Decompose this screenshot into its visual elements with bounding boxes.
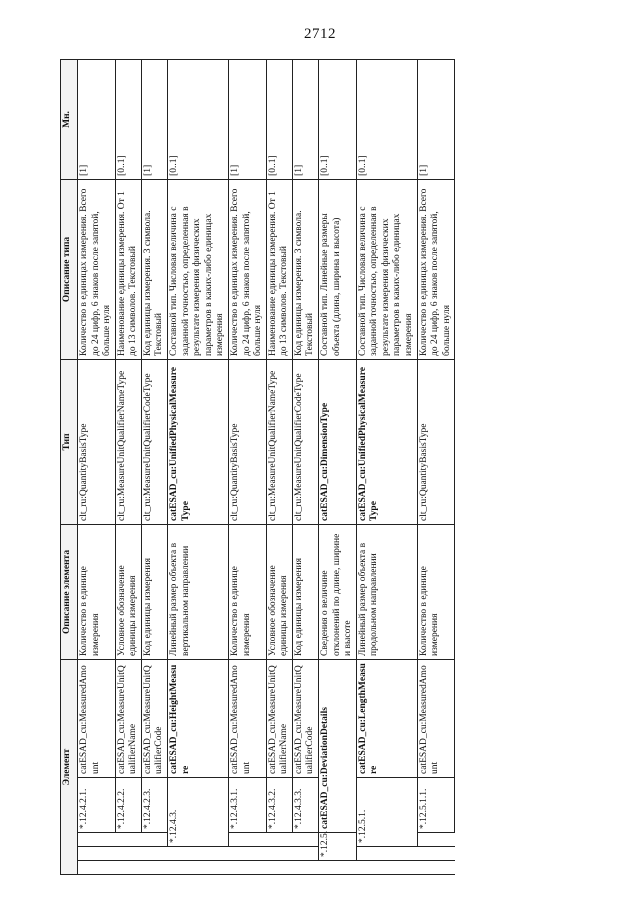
type-description: Количество в единицах измерения. Всего до 24 цифр, 6 знаков после запятой, больше нуля <box>78 179 116 359</box>
row-number: *.12.4.2.1. <box>78 778 116 833</box>
element-type: clt_ru:QuantityBasisType <box>417 359 455 524</box>
header-element-description: Описание элемента <box>61 524 78 659</box>
table-row <box>168 59 229 874</box>
element-description: Условное обозначение единицы измерения <box>266 524 292 659</box>
rotated-table-container <box>60 60 620 875</box>
element-name: catESAD_cu:MeasureUnitQualifierCode <box>292 659 318 777</box>
element-type: catESAD_cu:UnifiedPhysicalMeasureType <box>168 359 229 524</box>
type-description: Код единицы измерения. 3 символа. Текстовый <box>292 179 318 359</box>
row-number: *.12.4.3.1. <box>228 778 266 833</box>
element-description: Линейный размер объекта в вертикальном направлении <box>168 524 229 659</box>
element-type: catESAD_cu:DimensionType <box>318 359 356 524</box>
type-description: Код единицы измерения. 3 символа. Текстовый <box>141 179 167 359</box>
element-name: catESAD_cu:HeightMeasure <box>168 659 229 777</box>
row-number: *.12.4.3.3. <box>292 778 318 833</box>
element-name: catESAD_cu:MeasuredAmount <box>228 659 266 777</box>
multiplicity: [1] <box>417 59 455 179</box>
header-type-description: Описание типа <box>61 179 78 359</box>
element-description: Код единицы измерения <box>141 524 167 659</box>
element-type: clt_ru:MeasureUnitQualifierNameType <box>266 359 292 524</box>
header-type: Тип <box>61 359 78 524</box>
type-description: Составной тип. Числовая величина с заданной точностью, определенная в результате измерения физических параметров в каких-либо единицах измерения <box>168 179 229 359</box>
page-number: 2712 <box>304 26 336 42</box>
type-description: Количество в единицах измерения. Всего до 24 цифр, 6 знаков после запятой, больше нуля <box>228 179 266 359</box>
table-row <box>78 59 116 874</box>
schema-table <box>60 59 455 875</box>
multiplicity: [1] <box>78 59 116 179</box>
element-name: catESAD_cu:MeasureUnitQualifierCode <box>141 659 167 777</box>
element-name: catESAD_cu:MeasuredAmount <box>78 659 116 777</box>
table-row <box>292 59 318 874</box>
table-row <box>417 59 455 874</box>
row-number: *.12.4.3.2. <box>266 778 292 833</box>
element-description: Код единицы измерения <box>292 524 318 659</box>
multiplicity: [0..1] <box>266 59 292 179</box>
element-type: clt_ru:QuantityBasisType <box>228 359 266 524</box>
row-number: *.12.4.3. <box>168 778 229 847</box>
multiplicity: [1] <box>141 59 167 179</box>
element-name: catESAD_cu:DeviationDetails <box>318 659 356 832</box>
header-multiplicity: Мн. <box>61 59 78 179</box>
element-type: clt_ru:QuantityBasisType <box>78 359 116 524</box>
element-type: catESAD_cu:UnifiedPhysicalMeasureType <box>356 359 417 524</box>
element-type: clt_ru:MeasureUnitQualifierCodeType <box>141 359 167 524</box>
row-number: *.12.5. <box>318 833 356 861</box>
element-name: catESAD_cu:MeasureUnitQualifierName <box>266 659 292 777</box>
multiplicity: [0..1] <box>168 59 229 179</box>
table-row <box>141 59 167 874</box>
type-description: Составной тип. Линейные размеры объекта (длина, ширина и высота) <box>318 179 356 359</box>
element-description: Количество в единице измерения <box>78 524 116 659</box>
type-description: Наименование единицы измерения. От 1 до 13 символов. Текстовый <box>115 179 141 359</box>
row-number: *.12.4.2.2. <box>115 778 141 833</box>
element-type: clt_ru:MeasureUnitQualifierCodeType <box>292 359 318 524</box>
element-name: catESAD_cu:MeasuredAmount <box>417 659 455 777</box>
multiplicity: [1] <box>292 59 318 179</box>
element-description: Количество в единице измерения <box>417 524 455 659</box>
multiplicity: [0..1] <box>115 59 141 179</box>
table-row <box>318 59 356 874</box>
table-row <box>115 59 141 874</box>
element-name: catESAD_cu:MeasureUnitQualifierName <box>115 659 141 777</box>
type-description: Составной тип. Числовая величина с заданной точностью, определенная в результате измерения физических параметров в каких-либо единицах измерения <box>356 179 417 359</box>
multiplicity: [1] <box>228 59 266 179</box>
row-number: *.12.4.2.3. <box>141 778 167 833</box>
header-element: Элемент <box>61 659 78 874</box>
element-type: clt_ru:MeasureUnitQualifierNameType <box>115 359 141 524</box>
row-number: *.12.5.1. <box>356 778 417 847</box>
element-description: Условное обозначение единицы измерения <box>115 524 141 659</box>
table-row <box>356 59 417 874</box>
table-row <box>266 59 292 874</box>
element-description: Сведения о величине отклонений по длине, ширине и высоте <box>318 524 356 659</box>
multiplicity: [0..1] <box>356 59 417 179</box>
header-row <box>61 59 78 874</box>
element-name: catESAD_cu:LengthMeasure <box>356 659 417 777</box>
element-description: Линейный размер объекта в продольном направлении <box>356 524 417 659</box>
row-number: *.12.5.1.1. <box>417 778 455 833</box>
type-description: Количество в единицах измерения. Всего до 24 цифр, 6 знаков после запятой, больше нуля <box>417 179 455 359</box>
element-description: Количество в единице измерения <box>228 524 266 659</box>
table-row <box>228 59 266 874</box>
type-description: Наименование единицы измерения. От 1 до 13 символов. Текстовый <box>266 179 292 359</box>
multiplicity: [0..1] <box>318 59 356 179</box>
